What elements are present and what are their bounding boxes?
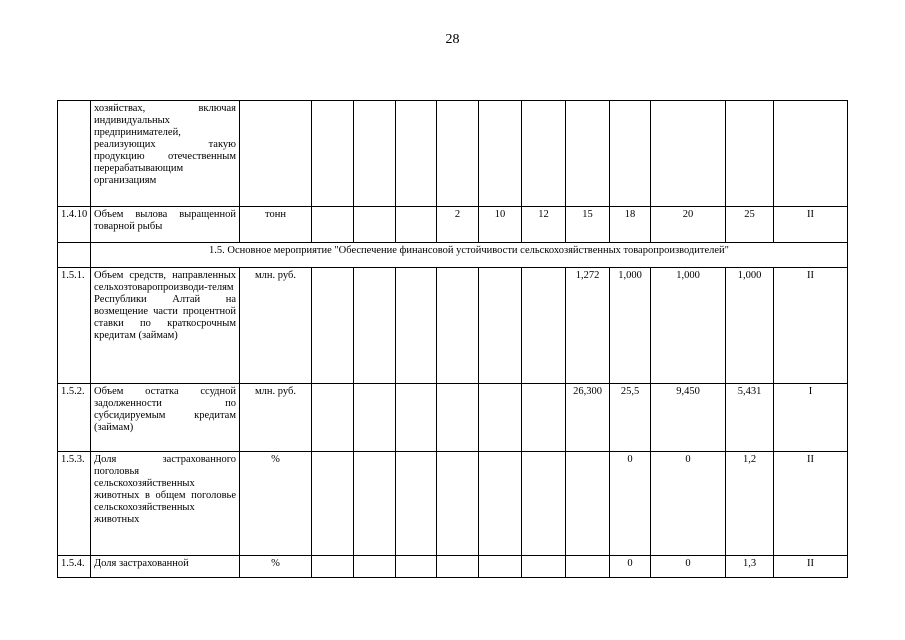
indicator-name: хозяйствах, включая индивидуальных предпринимателей, реализующих такую продукцию отечественным перерабатывающим организациям [91, 101, 240, 207]
row-number [58, 101, 91, 207]
value-cell: 1,2 [726, 452, 774, 556]
value-cell [437, 452, 479, 556]
priority-cell: II [774, 556, 848, 578]
value-cell [522, 384, 566, 452]
value-cell [354, 556, 396, 578]
value-cell [437, 556, 479, 578]
value-cell: 18 [610, 207, 651, 243]
value-cell: 5,431 [726, 384, 774, 452]
value-cell [354, 268, 396, 384]
value-cell [396, 556, 437, 578]
priority-cell: II [774, 268, 848, 384]
row-number: 1.5.2. [58, 384, 91, 452]
value-cell [610, 101, 651, 207]
value-cell: 0 [651, 452, 726, 556]
table-row [58, 268, 848, 384]
value-cell [396, 268, 437, 384]
value-cell: 12 [522, 207, 566, 243]
value-cell [312, 452, 354, 556]
value-cell [354, 207, 396, 243]
priority-cell: II [774, 452, 848, 556]
page-number: 28 [445, 32, 460, 47]
value-cell [479, 384, 522, 452]
value-cell: 25 [726, 207, 774, 243]
row-number: 1.5.3. [58, 452, 91, 556]
value-cell: 1,3 [726, 556, 774, 578]
value-cell [312, 101, 354, 207]
value-cell [354, 452, 396, 556]
section-header-row [58, 243, 848, 268]
value-cell: 9,450 [651, 384, 726, 452]
value-cell: 0 [610, 452, 651, 556]
value-cell [522, 101, 566, 207]
value-cell [396, 384, 437, 452]
value-cell [437, 268, 479, 384]
value-cell [437, 384, 479, 452]
value-cell [479, 101, 522, 207]
row-number [58, 243, 91, 268]
value-cell: 1,000 [610, 268, 651, 384]
value-cell: 15 [566, 207, 610, 243]
indicator-name: Доля застрахованного поголовья сельскохозяйственных животных в общем поголовье сельскохозяйственных животных [91, 452, 240, 556]
value-cell [566, 452, 610, 556]
value-cell [396, 452, 437, 556]
value-cell [774, 101, 848, 207]
table-row [58, 556, 848, 578]
value-cell [312, 384, 354, 452]
value-cell: 1,000 [651, 268, 726, 384]
value-cell [312, 268, 354, 384]
row-number: 1.4.10 [58, 207, 91, 243]
unit-cell: тонн [240, 207, 312, 243]
value-cell [354, 384, 396, 452]
indicator-name: Объем средств, направленных сельхозтоваропроизводи-телям Республики Алтай на возмещение части процентной ставки по краткосрочным кредитам (займам) [91, 268, 240, 384]
unit-cell: % [240, 452, 312, 556]
value-cell [354, 101, 396, 207]
value-cell: 0 [610, 556, 651, 578]
row-number: 1.5.4. [58, 556, 91, 578]
indicator-name: Доля застрахованной [91, 556, 240, 578]
value-cell [437, 101, 479, 207]
unit-cell: % [240, 556, 312, 578]
table-row [58, 384, 848, 452]
value-cell [479, 556, 522, 578]
value-cell: 10 [479, 207, 522, 243]
unit-cell: млн. руб. [240, 384, 312, 452]
value-cell: 25,5 [610, 384, 651, 452]
indicators-table [57, 100, 848, 578]
value-cell [312, 556, 354, 578]
value-cell: 2 [437, 207, 479, 243]
unit-cell [240, 101, 312, 207]
indicator-name: Объем остатка ссудной задолженности по субсидируемым кредитам (займам) [91, 384, 240, 452]
value-cell: 26,300 [566, 384, 610, 452]
table-row [58, 101, 848, 207]
value-cell [396, 101, 437, 207]
section-title: 1.5. Основное мероприятие "Обеспечение финансовой устойчивости сельскохозяйственных товаропроизводителей" [91, 243, 848, 268]
unit-cell: млн. руб. [240, 268, 312, 384]
indicator-name: Объем вылова выращенной товарной рыбы [91, 207, 240, 243]
row-number: 1.5.1. [58, 268, 91, 384]
value-cell [522, 452, 566, 556]
value-cell [396, 207, 437, 243]
value-cell [566, 556, 610, 578]
value-cell: 1,272 [566, 268, 610, 384]
value-cell [522, 556, 566, 578]
value-cell: 20 [651, 207, 726, 243]
priority-cell: II [774, 207, 848, 243]
priority-cell: I [774, 384, 848, 452]
value-cell [312, 207, 354, 243]
table-row [58, 207, 848, 243]
value-cell [566, 101, 610, 207]
table-row [58, 452, 848, 556]
value-cell [479, 452, 522, 556]
value-cell: 0 [651, 556, 726, 578]
value-cell [726, 101, 774, 207]
value-cell [479, 268, 522, 384]
value-cell [522, 268, 566, 384]
value-cell [651, 101, 726, 207]
value-cell: 1,000 [726, 268, 774, 384]
